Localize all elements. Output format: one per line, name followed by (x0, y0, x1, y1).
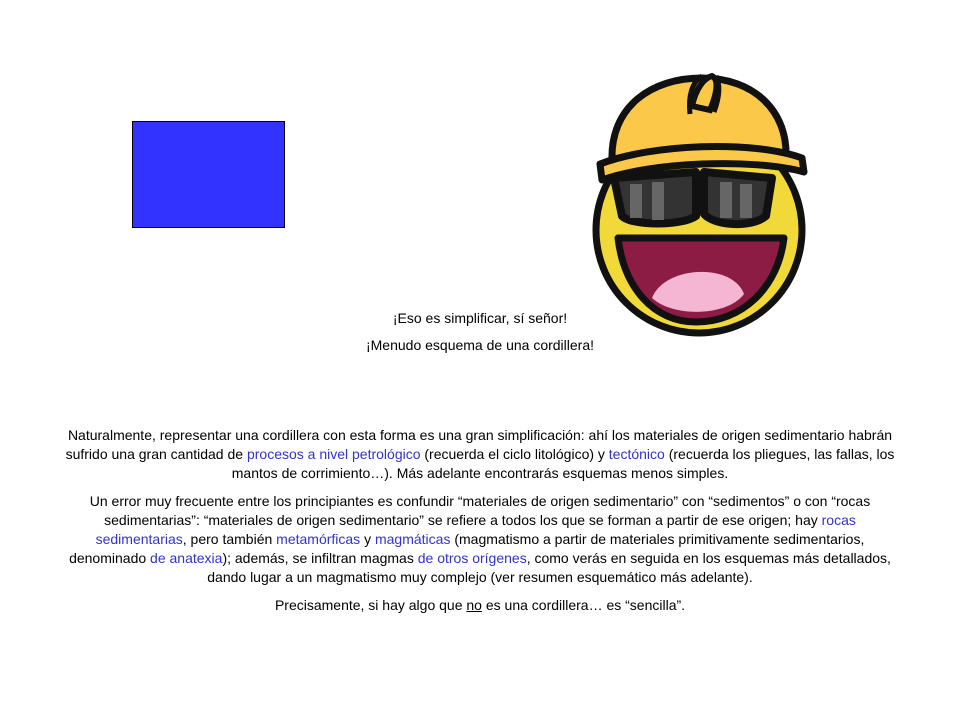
paragraph3-text-1: Precisamente, si hay algo que (274, 596, 467, 613)
blue-rectangle (132, 121, 285, 228)
link-anatexia[interactable]: de anatexia (150, 550, 223, 567)
paragraph2-text-1: Un error muy frecuente entre los principiantes es confundir “materiales de origen sedimentario” con “sedimentos” o con “rocas sedimentarias”: “materiales de origen sedimentario” se refiere a todos los que se forman a partir de ese origen; hay (89, 492, 871, 528)
paragraph1-text-2: (recuerda el ciclo litológico) y (420, 446, 609, 463)
paragraph1-text-1: Naturalmente, representar una cordillera con esta forma es una gran simplificación: ahí los materiales de origen sedimentario habrán sufrido una gran cantidad de (65, 427, 893, 463)
link-procesos-petrologicos[interactable]: procesos a nivel petrológico (246, 446, 421, 463)
link-rocas-sedimentarias[interactable]: rocas sedimentarias (95, 511, 856, 548)
caption-cordillera: ¡Menudo esquema de una cordillera! (365, 337, 595, 353)
paragraph2-text-3: y (360, 531, 375, 548)
body-text (62, 426, 898, 623)
paragraph-error-frecuente (62, 492, 898, 588)
paragraph2-text-4: (magmatismo a partir de materiales primitivamente sedimentarios, denominado (69, 531, 865, 567)
paragraph2-text-6: , como verás en seguida en los esquemas más detallados, dando lugar a un magmatismo muy complejo (ver resumen esquemático más adelante). (207, 550, 891, 586)
link-magmaticas[interactable]: magmáticas (374, 531, 451, 548)
paragraph2-text-2: , pero también (182, 531, 277, 548)
underlined-no: no (466, 596, 482, 613)
caption-simplificar: ¡Eso es simplificar, sí señor! (392, 310, 568, 326)
paragraph1-text-3: (recuerda los pliegues, las fallas, los mantos de corrimiento…). Más adelante encontrarás esquemas menos simples. (231, 446, 895, 482)
paragraph-sencilla (62, 596, 898, 615)
paragraph3-text-2: es una cordillera… es “sencilla”. (481, 596, 686, 613)
paragraph-simplificacion (62, 426, 898, 484)
link-otros-origenes[interactable]: de otros orígenes (417, 550, 527, 567)
link-metamorficas[interactable]: metamórficas (276, 531, 361, 548)
link-tectonico[interactable]: tectónico (608, 446, 665, 463)
hard-hat-sunglasses-smiley-icon (592, 66, 814, 338)
paragraph2-text-5: ); además, se infiltran magmas (222, 550, 418, 567)
